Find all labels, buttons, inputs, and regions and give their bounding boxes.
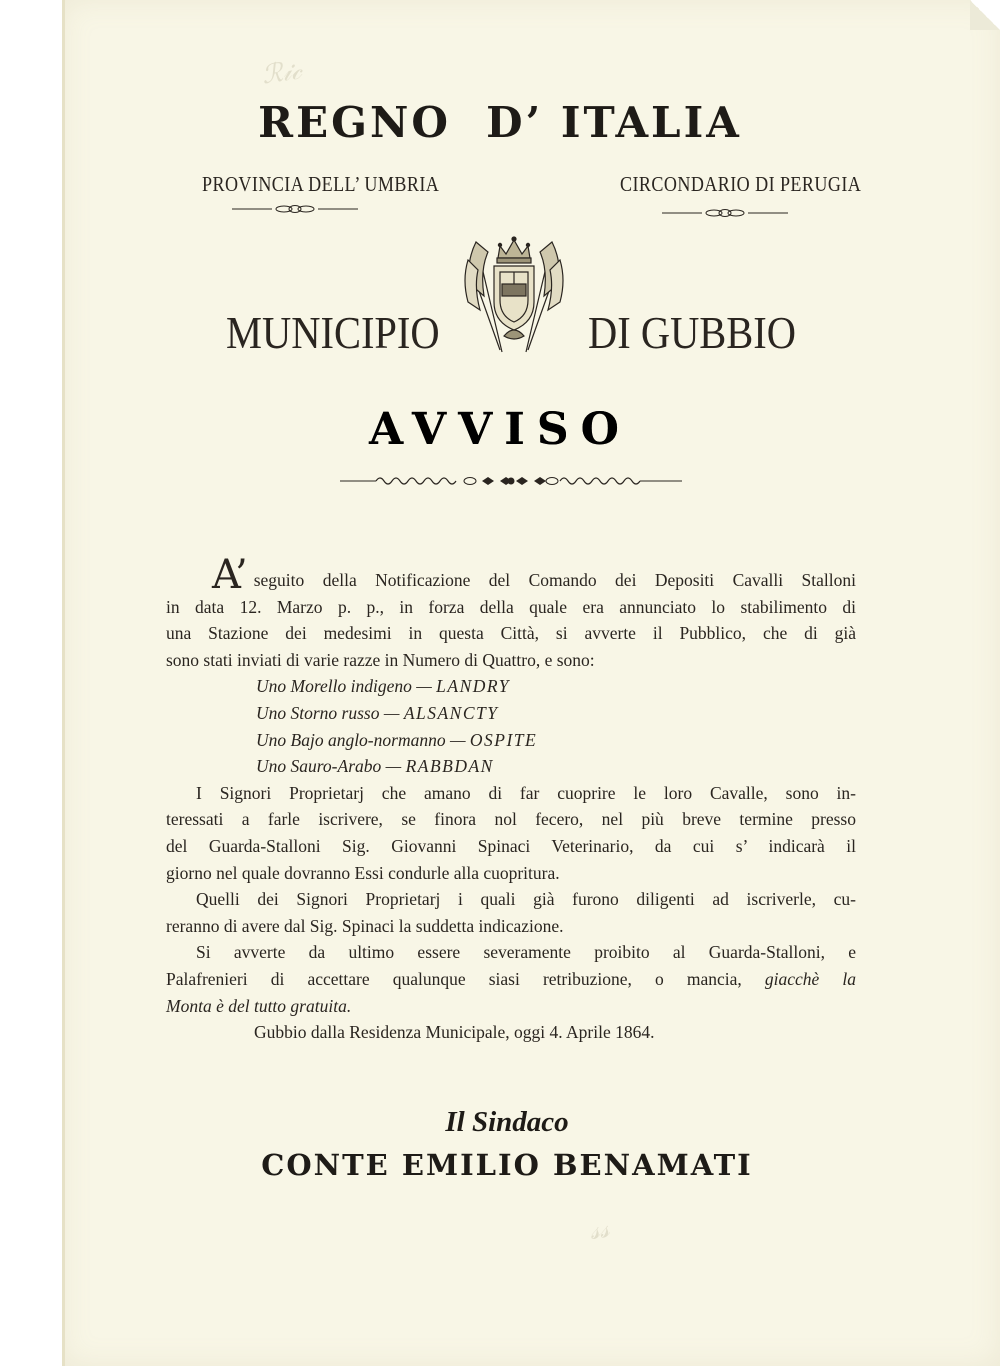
body-line: giorno nel quale dovranno Essi condurle alla cuopritura. bbox=[166, 862, 560, 883]
folded-corner bbox=[970, 0, 1000, 30]
body-line: Monta è del tutto gratuita. bbox=[166, 995, 352, 1016]
signature-role: Il Sindaco bbox=[445, 1106, 569, 1138]
body-line: Palafrenieri di accettare qualunque siasi retribuzione, o mancia, giacchè la bbox=[166, 968, 857, 989]
horse-entry: Uno Bajo anglo-normanno — OSPITE bbox=[256, 729, 538, 750]
bleed-through-mark: 𝓈𝓈 bbox=[587, 1213, 611, 1246]
horse-name: LANDRY bbox=[436, 676, 511, 697]
body-line: Si avverte da ultimo essere severamente proibito al Guarda-Stalloni, e bbox=[196, 942, 856, 963]
drop-cap: A’ bbox=[212, 552, 248, 598]
date-line: Gubbio dalla Residenza Municipale, oggi 4. Aprile 1864. bbox=[254, 1022, 655, 1043]
horse-name: OSPITE bbox=[469, 729, 538, 750]
page-title: REGNO D’ ITALIA bbox=[258, 98, 742, 147]
notice-body bbox=[166, 552, 857, 1046]
left-ornament-icon bbox=[232, 204, 358, 214]
body-line: sono stati inviati di varie razze in Numero di Quattro, e sono: bbox=[166, 649, 595, 670]
notice-heading-text: AVVISO bbox=[369, 404, 631, 455]
body-line: in data 12. Marzo p. p., in forza della quale era annunciato lo stabilimento di bbox=[166, 596, 856, 617]
bleed-through-mark: ℛ𝒾𝒸 bbox=[260, 55, 304, 90]
signature-name: CONTE EMILIO BENAMATI bbox=[261, 1148, 753, 1182]
coat-of-arms-icon bbox=[462, 232, 566, 356]
municipio-label: MUNICIPIO bbox=[226, 307, 440, 358]
body-line: teressati a farle iscrivere, se finora nol fecero, nel più breve termine presso bbox=[166, 809, 856, 830]
horse-entry: Uno Storno russo — ALSANCTY bbox=[256, 702, 499, 723]
district-label: CIRCONDARIO DI PERUGIA bbox=[620, 172, 862, 196]
right-ornament-icon bbox=[662, 208, 788, 218]
horse-entry: Uno Sauro-Arabo — RABBDAN bbox=[256, 756, 494, 777]
gubbio-label: DI GUBBIO bbox=[588, 307, 797, 358]
body-line: del Guarda-Stalloni Sig. Giovanni Spinaci Veterinario, da cui s’ indicarà il bbox=[166, 835, 856, 856]
divider-ornament-icon bbox=[340, 474, 682, 488]
horse-name: ALSANCTY bbox=[403, 702, 499, 723]
horse-entry: Uno Morello indigeno — LANDRY bbox=[256, 676, 511, 697]
notice-heading bbox=[0, 404, 1000, 455]
province-label: PROVINCIA DELL’ UMBRIA bbox=[202, 172, 440, 196]
body-line: una Stazione dei medesimi in questa Città, si avverte il Pubblico, che di già bbox=[166, 623, 856, 644]
body-line: I Signori Proprietarj che amano di far cuoprire le loro Cavalle, sono in- bbox=[196, 782, 856, 803]
horse-name: RABBDAN bbox=[405, 756, 494, 777]
body-line: reranno di avere dal Sig. Spinaci la suddetta indicazione. bbox=[166, 915, 564, 936]
body-line: A’ seguito della Notificazione del Comando dei Depositi Cavalli Stalloni bbox=[212, 552, 856, 598]
body-line: Quelli dei Signori Proprietarj i quali già furono diligenti ad iscriverle, cu- bbox=[196, 889, 856, 910]
